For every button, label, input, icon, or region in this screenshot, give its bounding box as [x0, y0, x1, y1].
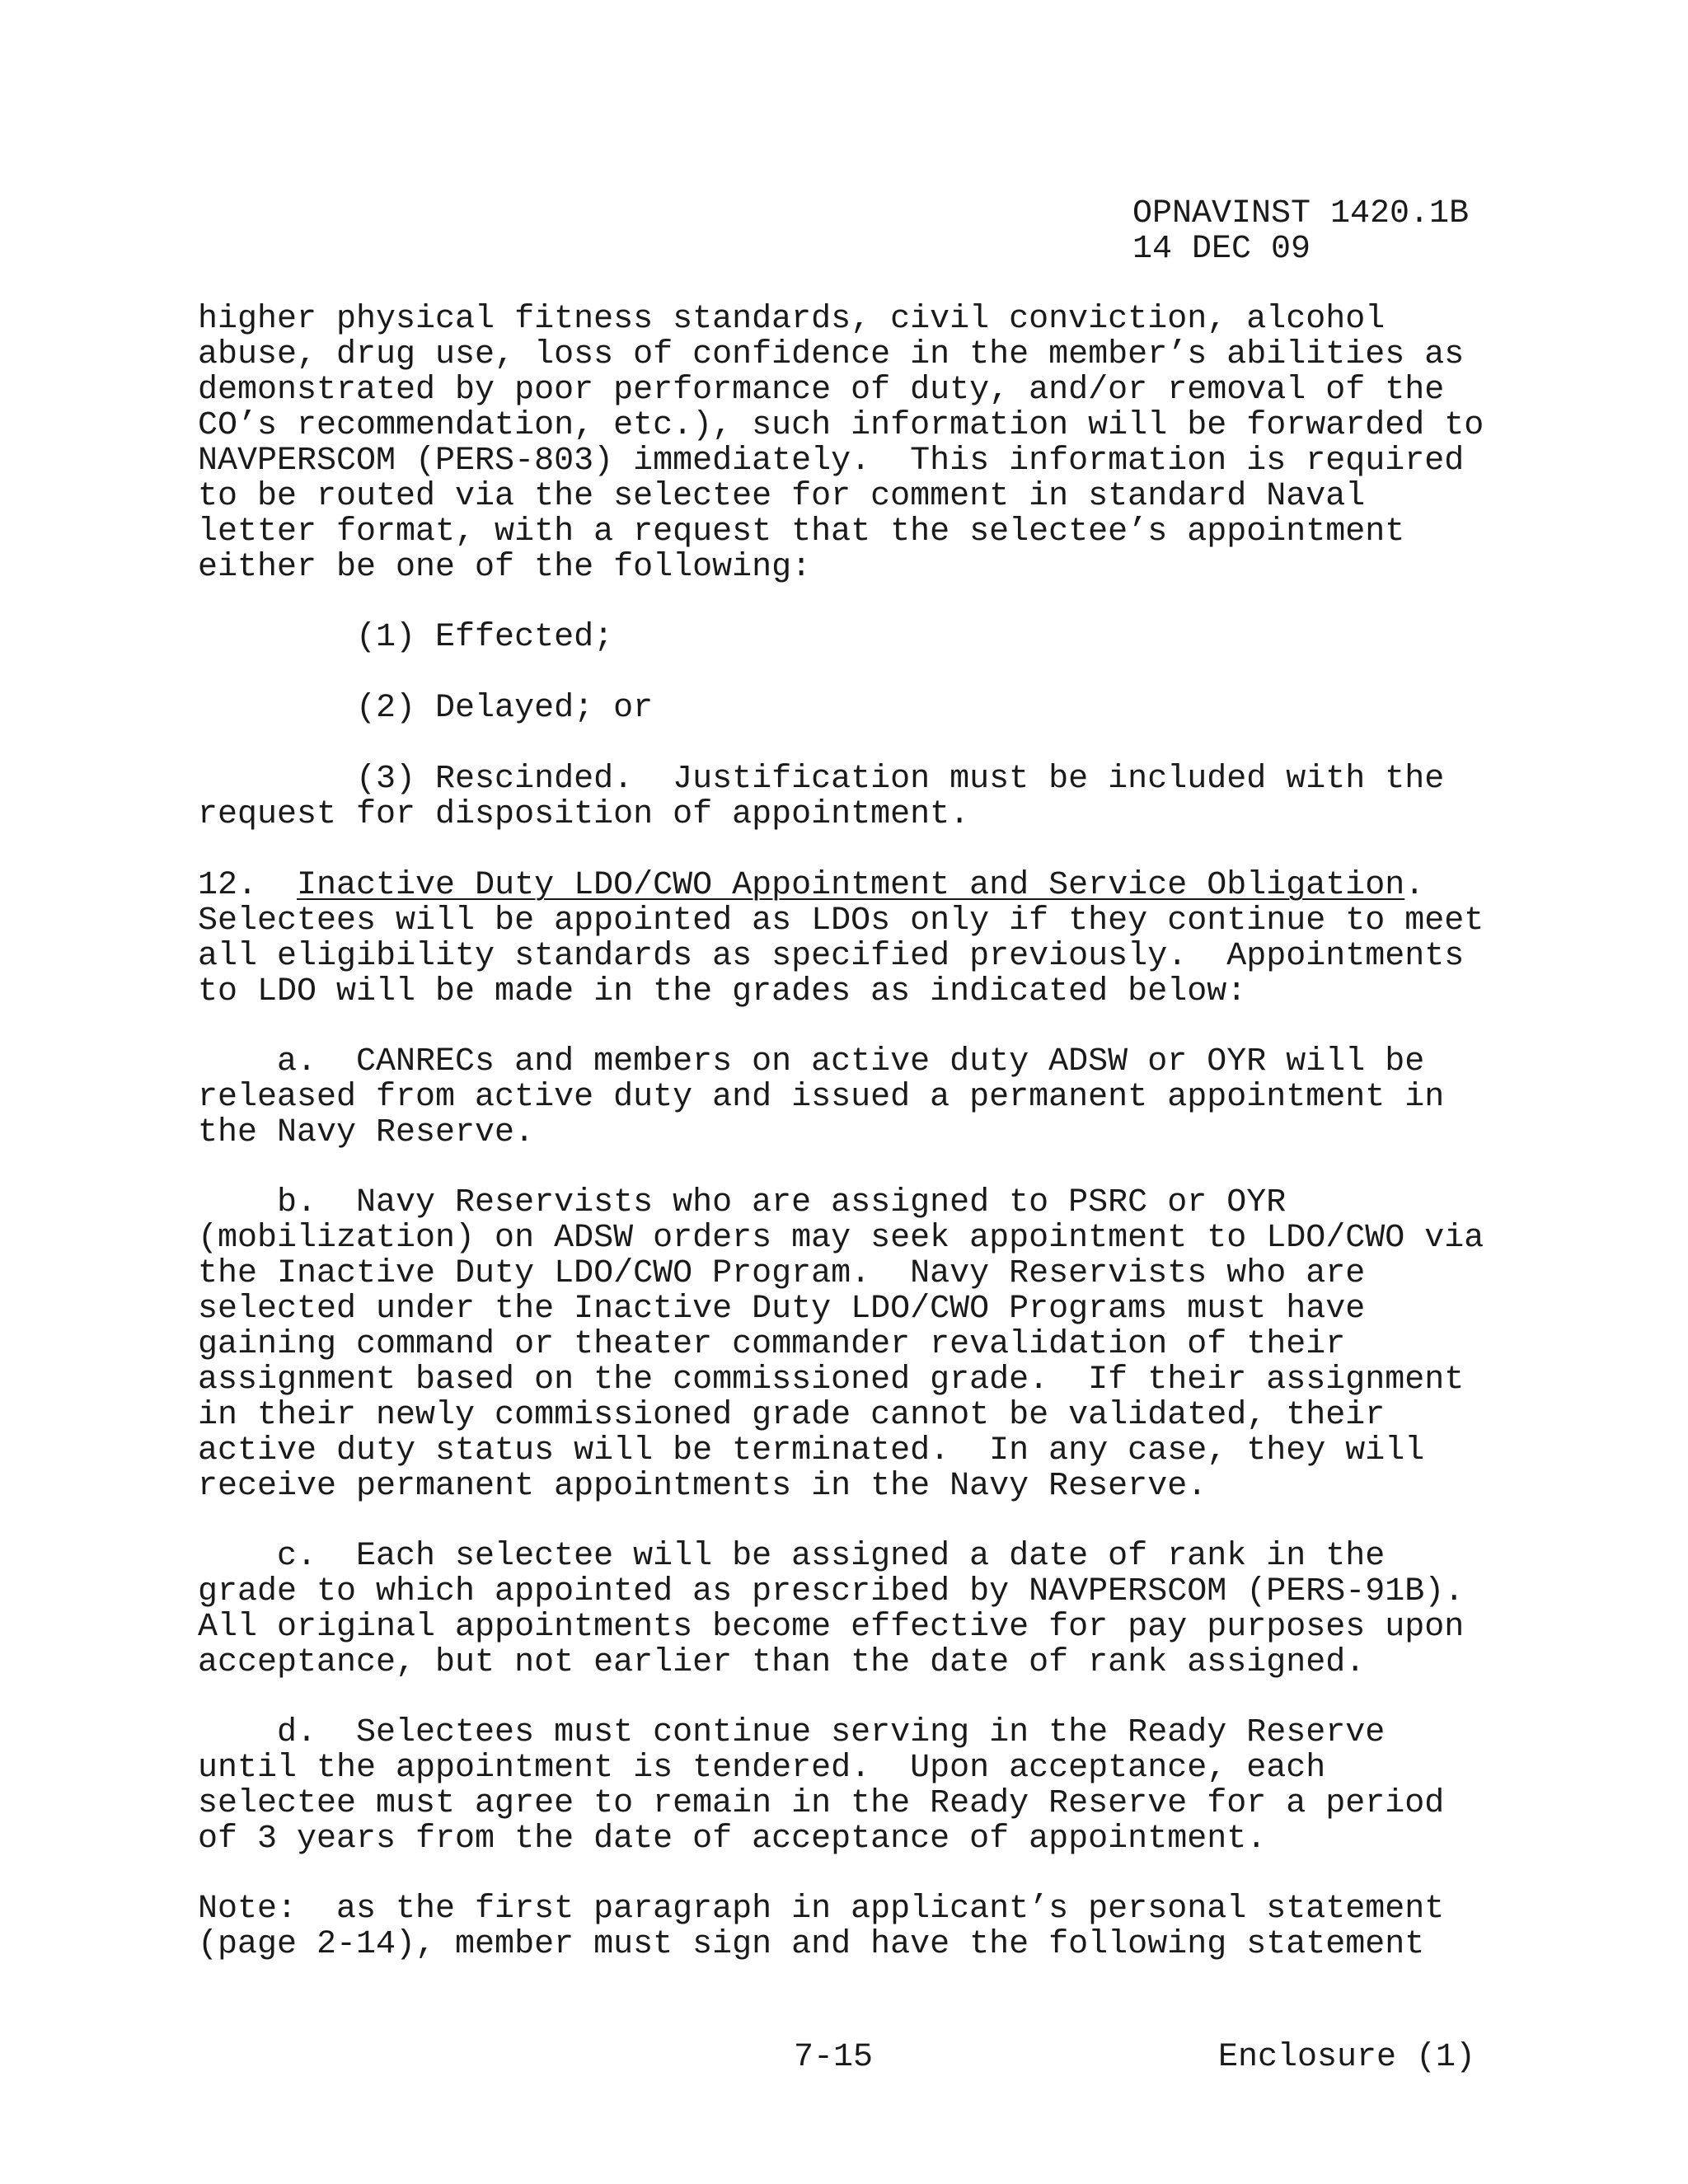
text-line: Note: as the first paragraph in applicant’s personal statement	[198, 1891, 1445, 1928]
text-line: assignment based on the commissioned grade. If their assignment	[198, 1361, 1465, 1399]
header-date: 14 DEC 09	[1132, 231, 1311, 268]
text-line: demonstrated by poor performance of duty, and/or removal of the	[198, 372, 1445, 409]
text-line: until the appointment is tendered. Upon acceptance, each	[198, 1750, 1326, 1787]
section-heading	[198, 868, 1424, 903]
text-line: the Inactive Duty LDO/CWO Program. Navy Reservists who are	[198, 1255, 1366, 1292]
text-line: letter format, with a request that the selectee’s appointment	[198, 513, 1405, 551]
enclosure-label: Enclosure (1)	[1218, 2039, 1476, 2076]
text-line: CO’s recommendation, etc.), such information will be forwarded to	[198, 407, 1484, 444]
text-line: the Navy Reserve.	[198, 1114, 535, 1151]
text-line: receive permanent appointments in the Navy Reserve.	[198, 1468, 1207, 1505]
list-item-effected: (1) Effected;	[198, 619, 614, 656]
text-line: request for disposition of appointment.	[198, 796, 970, 833]
text-line: in their newly commissioned grade cannot be validated, their	[198, 1397, 1386, 1434]
text-line: acceptance, but not earlier than the date of rank assigned.	[198, 1644, 1366, 1681]
text-line: abuse, drug use, loss of confidence in the member’s abilities as	[198, 336, 1465, 373]
text-line: grade to which appointed as prescribed by NAVPERSCOM (PERS-91B).	[198, 1573, 1465, 1610]
text-line: selected under the Inactive Duty LDO/CWO Programs must have	[198, 1291, 1366, 1328]
text-line: (page 2-14), member must sign and have the following statement	[198, 1926, 1425, 1963]
text-line: to LDO will be made in the grades as indicated below:	[198, 973, 1247, 1010]
text-line: either be one of the following:	[198, 549, 812, 586]
header-instruction: OPNAVINST 1420.1B	[1132, 195, 1470, 232]
text-line: (mobilization) on ADSW orders may seek appointment to LDO/CWO via	[198, 1220, 1484, 1257]
section-number: 12.	[198, 867, 298, 904]
text-line: a. CANRECs and members on active duty ADSW or OYR will be	[198, 1043, 1425, 1080]
text-line: All original appointments become effective for pay purposes upon	[198, 1609, 1465, 1646]
text-line: higher physical fitness standards, civil conviction, alcohol	[198, 301, 1386, 338]
text-line: (3) Rescinded. Justification must be included with the	[198, 761, 1445, 798]
list-item-delayed: (2) Delayed; or	[198, 690, 654, 727]
text-line: of 3 years from the date of acceptance of appointment.	[198, 1821, 1267, 1858]
text-line: c. Each selectee will be assigned a date of rank in the	[198, 1538, 1386, 1575]
text-line: d. Selectees must continue serving in the Ready Reserve	[198, 1714, 1386, 1751]
text-line: to be routed via the selectee for comment in standard Naval	[198, 478, 1366, 515]
text-line: released from active duty and issued a permanent appointment in	[198, 1079, 1445, 1116]
section-title-period: .	[1404, 867, 1425, 904]
page-number: 7-15	[794, 2039, 874, 2076]
section-title: Inactive Duty LDO/CWO Appointment and Service Obligation	[297, 867, 1405, 904]
text-line: all eligibility standards as specified previously. Appointments	[198, 938, 1465, 975]
text-line: active duty status will be terminated. In any case, they will	[198, 1432, 1425, 1469]
text-line: selectee must agree to remain in the Ready Reserve for a period	[198, 1785, 1445, 1822]
text-line: b. Navy Reservists who are assigned to PSRC or OYR	[198, 1184, 1287, 1221]
text-line: NAVPERSCOM (PERS-803) immediately. This information is required	[198, 443, 1465, 480]
text-line: Selectees will be appointed as LDOs only if they continue to meet	[198, 902, 1484, 940]
text-line: gaining command or theater commander revalidation of their	[198, 1326, 1346, 1363]
